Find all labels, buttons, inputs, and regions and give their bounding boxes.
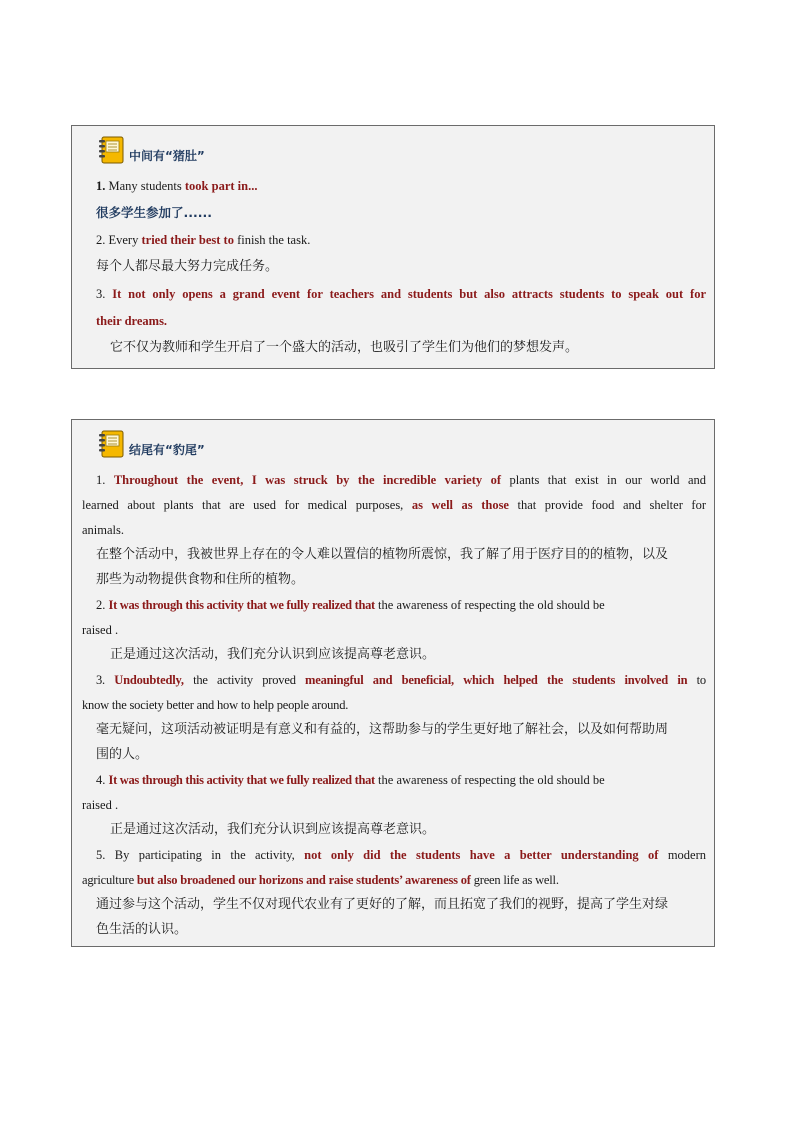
item-1-en-line1: 1. Throughout the event, I was struck by the incredible variety of plants that exist in our world and (96, 473, 706, 487)
item-4-en-line1: 4. It was through this activity that we fully realized that the awareness of respecting the old should be (96, 773, 605, 787)
item-5-en-line2: agriculture but also broadened our horizons and raise students’ awareness of green life as well. (82, 873, 559, 887)
item-1-en-line3: animals. (82, 523, 125, 537)
item-2-en-line1: 2. It was through this activity that we fully realized that the awareness of respecting the old should be (96, 598, 605, 612)
item-3-en-line1: 3. It not only opens a grand event for teachers and students but also attracts students to speak out for (96, 287, 707, 301)
item-1-zh-line1: 在整个活动中，我被世界上存在的令人难以置信的植物所震惊，我了解了用于医疗目的的植物，以及 (96, 547, 669, 562)
item-2-zh: 正是通过这次活动，我们充分认识到应该提高尊老意识。 (110, 647, 436, 662)
phrase-box-ending (71, 419, 715, 947)
phrase-box-middle (71, 125, 715, 369)
section-header (98, 134, 205, 164)
notebook-icon (98, 136, 125, 164)
item-3-en-line2: their dreams. (96, 314, 168, 328)
section-title: 结尾有“豹尾” (129, 443, 205, 457)
item-3-en-line1: 3. Undoubtedly, the activity proved meaningful and beneficial, which helped the students involved in to (96, 673, 706, 687)
item-2-en: 2. Every tried their best to finish the task. (96, 233, 311, 247)
item-3-zh: 它不仅为教师和学生开启了一个盛大的活动，也吸引了学生们为他们的梦想发声。 (110, 340, 579, 355)
section-title: 中间有“猪肚” (129, 149, 205, 163)
item-3-en-line2: know the society better and how to help people around. (82, 698, 349, 712)
item-3-zh-line2: 围的人。 (96, 747, 149, 762)
item-2-en-line2: raised . (82, 623, 119, 637)
notebook-icon (98, 430, 125, 458)
section-header (98, 428, 205, 458)
item-1-zh-line2: 那些为动物提供食物和住所的植物。 (96, 572, 305, 587)
item-5-en-line1: 5. By participating in the activity, not only did the students have a better understanding of modern (96, 848, 707, 862)
item-5-zh-line2: 色生活的认识。 (96, 922, 188, 937)
item-2-zh: 每个人都尽最大努力完成任务。 (96, 259, 279, 274)
item-4-zh: 正是通过这次活动，我们充分认识到应该提高尊老意识。 (110, 822, 436, 837)
item-5-zh-line1: 通过参与这个活动，学生不仅对现代农业有了更好的了解，而且拓宽了我们的视野，提高了学生对绿 (96, 897, 669, 912)
item-1-en-line2: learned about plants that are used for medical purposes, as well as those that provide food and shelter for (82, 498, 706, 512)
item-1-zh: 很多学生参加了...... (96, 205, 212, 220)
item-1-en: 1. Many students took part in... (96, 179, 258, 193)
item-4-en-line2: raised . (82, 798, 119, 812)
item-3-zh-line1: 毫无疑问，这项活动被证明是有意义和有益的，这帮助参与的学生更好地了解社会，以及如何帮助周 (96, 722, 669, 737)
